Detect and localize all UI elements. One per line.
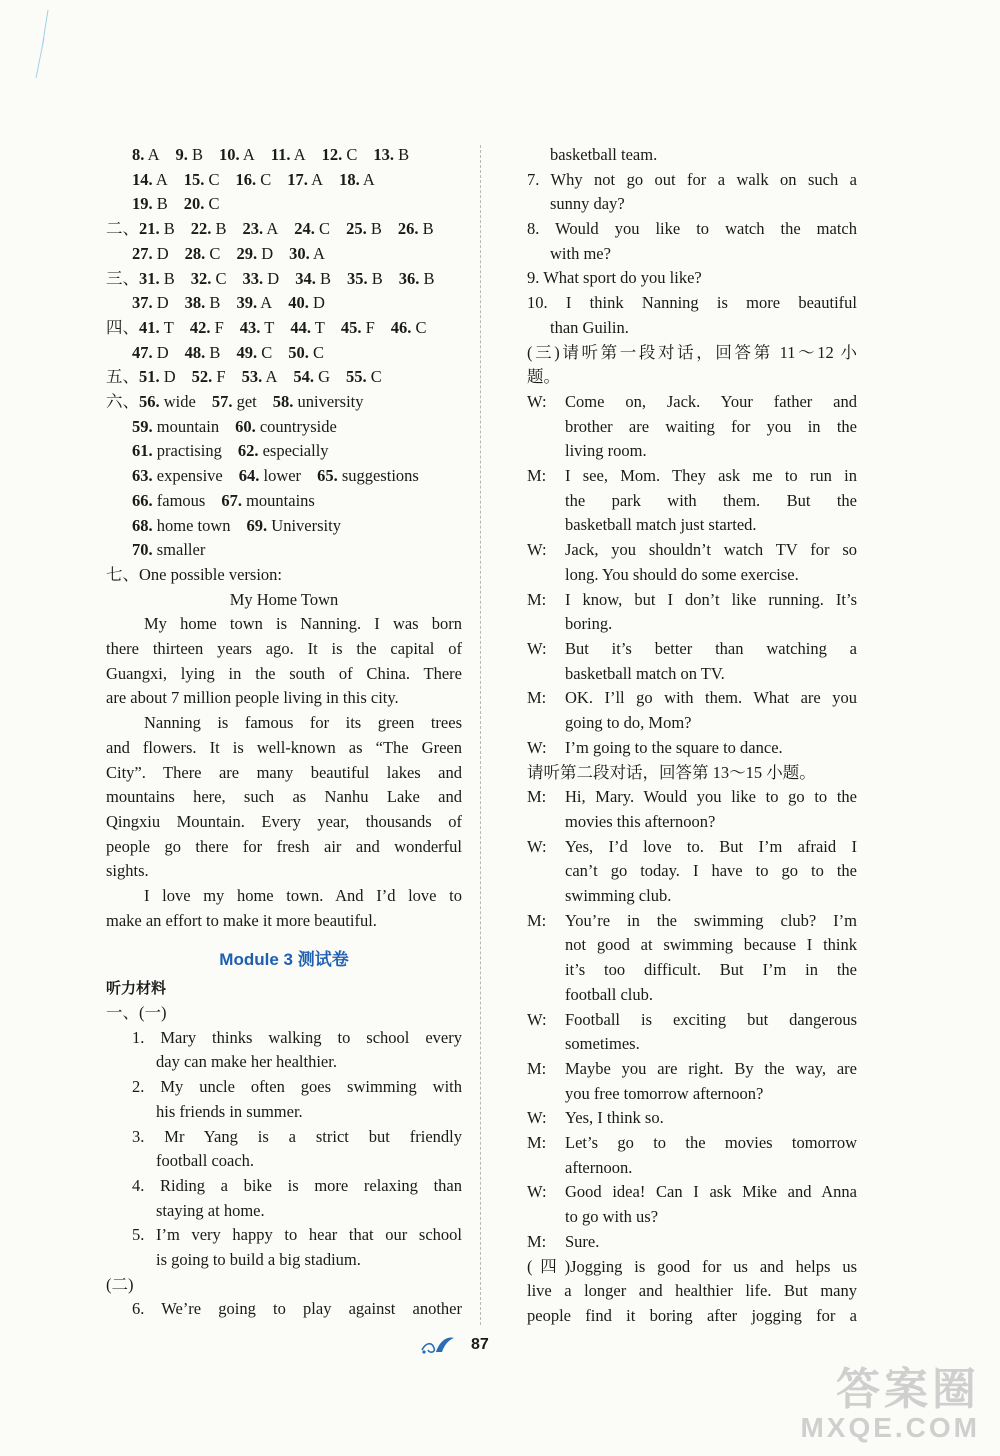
answer-item: 18. A bbox=[339, 169, 375, 189]
dialogue-line bbox=[527, 835, 857, 860]
dialogue-line bbox=[527, 390, 857, 415]
speaker-label: W: bbox=[527, 836, 547, 856]
dialogue-line bbox=[527, 513, 857, 538]
dialogue-text: brother are waiting for you in the bbox=[565, 416, 857, 436]
listening-item-line: 7. Why not go out for a walk on such a bbox=[527, 169, 857, 189]
answer-row bbox=[106, 242, 462, 267]
watermark-line1: 答案圈 bbox=[836, 1365, 980, 1414]
essay-line: are about 7 million people living in this city. bbox=[106, 688, 399, 708]
answer-row bbox=[106, 143, 462, 168]
speaker-label: W: bbox=[527, 1108, 547, 1128]
dialogue-line bbox=[527, 538, 857, 563]
dialogue-text: Maybe you are right. By the way, are bbox=[565, 1058, 857, 1078]
dialogue-line bbox=[527, 439, 857, 464]
answer-item: 35. B bbox=[346, 268, 383, 288]
answer-row bbox=[106, 365, 462, 390]
dialogue-text: football club. bbox=[565, 984, 653, 1004]
essay-intro: 七、One possible version: bbox=[106, 564, 282, 584]
listening-item-6: 6. We’re going to play against another bbox=[132, 1299, 462, 1319]
answer-item: 48. B bbox=[184, 342, 221, 362]
answer-item: 25. B bbox=[346, 219, 382, 239]
dialogue-line bbox=[527, 1008, 857, 1033]
dialogue-text: Come on, Jack. Your father and bbox=[565, 391, 857, 411]
answer-item: 54. G bbox=[293, 367, 331, 387]
dialogue-text: Sure. bbox=[565, 1231, 600, 1251]
essay-line: I love my home town. And I’d love to bbox=[144, 885, 462, 905]
answer-item: 53. A bbox=[241, 367, 278, 387]
speaker-label: M: bbox=[527, 1231, 547, 1251]
speaker-label bbox=[527, 1082, 565, 1107]
answer-item: 17. A bbox=[287, 169, 324, 189]
answer-item: 28. C bbox=[184, 243, 221, 263]
speaker-label: W: bbox=[527, 639, 547, 658]
dialogue-text: the park with them. But the bbox=[565, 490, 857, 510]
speaker-label: W: bbox=[527, 737, 547, 757]
answer-item: 六、56. wide bbox=[106, 392, 196, 412]
dialogue-text: basketball match on TV. bbox=[565, 663, 725, 683]
dialogue-text: You’re in the swimming club? I’m bbox=[565, 910, 857, 930]
answer-item: 16. C bbox=[235, 169, 272, 189]
dialogue-text: living room. bbox=[565, 441, 647, 461]
answer-item: 33. D bbox=[242, 268, 280, 288]
listening-item-line: football coach. bbox=[156, 1151, 255, 1171]
speaker-label bbox=[527, 415, 565, 440]
dialogue-text: Yes, I’d love to. But I’m afraid I bbox=[565, 836, 857, 856]
speaker-label bbox=[527, 513, 565, 538]
dialogue-line bbox=[527, 909, 857, 934]
answer-item: 二、21. B bbox=[106, 219, 175, 239]
answer-item: 四、41. T bbox=[106, 317, 174, 337]
answer-item: 65. suggestions bbox=[317, 466, 419, 486]
listening-item-line: 1. Mary thinks walking to school every bbox=[132, 1027, 462, 1047]
part1-heading: 一、(一) bbox=[106, 1003, 167, 1023]
answer-item: 39. A bbox=[236, 293, 273, 313]
dialogue-text: I know, but I don’t like running. It’s bbox=[565, 589, 857, 609]
answer-item: 38. B bbox=[184, 293, 221, 313]
answer-item: 10. A bbox=[219, 145, 255, 164]
dialogue-text: Let’s go to the movies tomorrow bbox=[565, 1133, 857, 1153]
answer-item: 20. C bbox=[183, 194, 220, 214]
answer-item: 55. C bbox=[346, 367, 382, 387]
dialogue-line bbox=[527, 1205, 857, 1230]
dialogue-line bbox=[527, 1180, 857, 1205]
part3b-heading: 请听第二段对话，回答第 13～15 小题。 bbox=[527, 762, 816, 782]
answer-item: 59. mountain bbox=[132, 416, 220, 436]
essay-line: Guangxi, lying in the south of China. There bbox=[106, 663, 462, 683]
listening-items-1-5 bbox=[106, 1026, 462, 1273]
essay-body bbox=[106, 612, 462, 933]
part4-passage bbox=[527, 1255, 857, 1329]
listening-item-line: sunny day? bbox=[550, 194, 625, 214]
answer-item: 22. B bbox=[190, 219, 227, 239]
essay-line: My home town is Nanning. I was born bbox=[144, 614, 462, 634]
speaker-label: M: bbox=[527, 688, 547, 708]
dialogue-text: Jack, you shouldn’t watch TV for so bbox=[565, 540, 857, 560]
listening-item-line: his friends in summer. bbox=[156, 1101, 303, 1121]
listening-item-line: staying at home. bbox=[156, 1200, 265, 1220]
speaker-label: W: bbox=[527, 1182, 547, 1202]
item6-continuation: basketball team. bbox=[550, 145, 658, 164]
answer-row bbox=[106, 291, 462, 316]
answer-row bbox=[106, 168, 462, 193]
speaker-label bbox=[527, 1032, 565, 1057]
dialogue-line bbox=[527, 1131, 857, 1156]
passage-line: live a longer and healthier life. But many bbox=[527, 1281, 857, 1301]
speaker-label: M: bbox=[527, 589, 547, 609]
answer-item: 57. get bbox=[211, 392, 257, 412]
dialogue-line bbox=[527, 711, 857, 736]
answer-item: 49. C bbox=[236, 342, 273, 362]
answer-item: 43. T bbox=[239, 317, 275, 337]
listening-item-line: day can make her healthier. bbox=[156, 1052, 337, 1072]
dialogue-line bbox=[527, 884, 857, 909]
margin-scratch-mark bbox=[18, 8, 58, 98]
answer-item: 36. B bbox=[398, 268, 435, 288]
dialogue-line bbox=[527, 1230, 857, 1255]
speaker-label bbox=[527, 662, 565, 687]
answer-item: 23. A bbox=[242, 219, 279, 239]
dialogue-text: boring. bbox=[565, 614, 613, 634]
answer-item: 50. C bbox=[288, 342, 324, 362]
answer-item: 40. D bbox=[288, 293, 325, 313]
answer-row bbox=[106, 192, 462, 217]
answer-item: 19. B bbox=[132, 194, 168, 214]
dialogue-line bbox=[527, 859, 857, 884]
answer-item: 29. D bbox=[236, 243, 274, 263]
dialogue-text: sometimes. bbox=[565, 1034, 640, 1054]
essay-line: mountains here, such as Nanhu Lake and bbox=[106, 787, 462, 807]
answer-item: 27. D bbox=[132, 243, 169, 263]
dialogue-text: long. You should do some exercise. bbox=[565, 564, 799, 584]
answer-item: 26. B bbox=[397, 219, 434, 239]
dialogue-line bbox=[527, 489, 857, 514]
dialogue-text: OK. I’ll go with them. What are you bbox=[565, 688, 857, 708]
part2-heading: (二) bbox=[106, 1274, 134, 1294]
dialogue-text: it’s too difficult. But I’m in the bbox=[565, 960, 857, 980]
listening-heading: 听力材料 bbox=[106, 979, 167, 998]
dialogue-line bbox=[527, 1032, 857, 1057]
speaker-label: M: bbox=[527, 1058, 547, 1078]
column-divider bbox=[480, 145, 481, 1325]
speaker-label bbox=[527, 563, 565, 588]
listening-item-line: with me? bbox=[550, 243, 611, 263]
listening-item-line: than Guilin. bbox=[550, 317, 629, 337]
dialogue-line bbox=[527, 983, 857, 1008]
dialogue-text: not good at swimming because I think bbox=[565, 935, 857, 955]
dialogue-line bbox=[527, 933, 857, 958]
answer-item: 70. smaller bbox=[132, 540, 206, 560]
answer-item: 45. F bbox=[340, 317, 375, 337]
speaker-label bbox=[527, 489, 565, 514]
listening-item-line: 8. Would you like to watch the match bbox=[527, 219, 857, 239]
speaker-label: M: bbox=[527, 910, 547, 930]
answer-row bbox=[106, 415, 462, 440]
dialogue-text: Yes, I think so. bbox=[565, 1108, 664, 1128]
left-column bbox=[106, 143, 462, 1322]
answer-row bbox=[106, 489, 462, 514]
answer-item: 67. mountains bbox=[221, 490, 315, 510]
dialogue-text: basketball match just started. bbox=[565, 515, 757, 535]
answer-key bbox=[106, 143, 462, 563]
answer-item: 64. lower bbox=[238, 466, 302, 486]
dialogue-line bbox=[527, 563, 857, 588]
answer-item: 47. D bbox=[132, 342, 169, 362]
dialogue-line bbox=[527, 1156, 857, 1181]
speaker-label bbox=[527, 983, 565, 1008]
dialogue-text: you free tomorrow afternoon? bbox=[565, 1083, 764, 1103]
dialogue-text: can’t go today. I have to go to the bbox=[565, 861, 857, 881]
answer-item: 68. home town bbox=[132, 515, 231, 535]
answer-row bbox=[106, 316, 462, 341]
essay-line: make an effort to make it more beautiful. bbox=[106, 910, 377, 930]
listening-items-7-10 bbox=[527, 168, 857, 341]
essay-line: City”. There are many beautiful lakes and bbox=[106, 762, 462, 782]
speaker-label bbox=[527, 810, 565, 835]
answer-item: 69. University bbox=[246, 515, 341, 535]
listening-item-line: 4. Riding a bike is more relaxing than bbox=[132, 1175, 462, 1195]
answer-item: 34. B bbox=[295, 268, 331, 288]
answer-row bbox=[106, 439, 462, 464]
answer-item: 8. A bbox=[132, 145, 160, 164]
dialogue-line bbox=[527, 785, 857, 810]
answer-row bbox=[106, 217, 462, 242]
answer-item: 三、31. B bbox=[106, 268, 175, 288]
listening-item-line: 2. My uncle often goes swimming with bbox=[132, 1077, 462, 1097]
answer-item: 30. A bbox=[289, 243, 325, 263]
answer-item: 66. famous bbox=[132, 490, 206, 510]
essay-line: people go there for fresh air and wonderful bbox=[106, 836, 462, 856]
dialogue-line bbox=[527, 662, 857, 687]
speaker-label bbox=[527, 439, 565, 464]
answer-item: 11. A bbox=[270, 145, 306, 164]
dialogue-line bbox=[527, 686, 857, 711]
listening-item-line: 5. I’m very happy to hear that our school bbox=[132, 1225, 462, 1245]
answer-item: 62. especially bbox=[237, 441, 329, 461]
speaker-label: M: bbox=[527, 1133, 547, 1153]
speaker-label bbox=[527, 1205, 565, 1230]
speaker-label bbox=[527, 612, 565, 637]
speaker-label: M: bbox=[527, 787, 547, 807]
essay-line: there thirteen years ago. It is the capital of bbox=[106, 639, 462, 659]
dialogue-text: going to do, Mom? bbox=[565, 713, 692, 733]
essay-line: Qingxiu Mountain. Every year, thousands of bbox=[106, 811, 462, 831]
dialogue-1 bbox=[527, 390, 857, 761]
speaker-label bbox=[527, 933, 565, 958]
part3-heading-cont: 题。 bbox=[527, 367, 560, 387]
answer-item: 44. T bbox=[290, 317, 325, 337]
speaker-label bbox=[527, 958, 565, 983]
answer-item: 13. B bbox=[373, 145, 410, 164]
speaker-label bbox=[527, 859, 565, 884]
watermark bbox=[800, 1365, 980, 1443]
dialogue-line bbox=[527, 958, 857, 983]
answer-item: 12. C bbox=[321, 145, 358, 164]
dialogue-line bbox=[527, 464, 857, 489]
essay-line: Nanning is famous for its green trees bbox=[144, 713, 462, 733]
dialogue-line bbox=[527, 1082, 857, 1107]
part3-heading: (三)请听第一段对话，回答第 11～12 小 bbox=[527, 342, 857, 362]
answer-item: 32. C bbox=[190, 268, 227, 288]
speaker-label bbox=[527, 711, 565, 736]
dialogue-line bbox=[527, 1057, 857, 1082]
dialogue-text: But it’s better than watching a bbox=[565, 639, 857, 658]
answer-item: 61. practising bbox=[132, 441, 222, 461]
dialogue-line bbox=[527, 612, 857, 637]
essay-line: and flowers. It is well-known as “The Green bbox=[106, 737, 462, 757]
dialogue-line bbox=[527, 1106, 857, 1131]
listening-item-line: 3. Mr Yang is a strict but friendly bbox=[132, 1126, 462, 1146]
answer-item: 37. D bbox=[132, 293, 169, 313]
answer-item: 58. university bbox=[272, 392, 364, 412]
dialogue-line bbox=[527, 736, 857, 761]
dialogue-line bbox=[527, 415, 857, 440]
answer-item: 9. B bbox=[175, 145, 204, 164]
answer-row bbox=[106, 341, 462, 366]
dialogue-line bbox=[527, 588, 857, 613]
passage-line: people find it boring after jogging for a bbox=[527, 1305, 857, 1325]
speaker-label: W: bbox=[527, 391, 547, 411]
answer-item: 46. C bbox=[390, 317, 427, 337]
dialogue-text: to go with us? bbox=[565, 1207, 659, 1227]
passage-line: (四)Jogging is good for us and helps us bbox=[527, 1256, 857, 1276]
answer-item: 52. F bbox=[191, 367, 226, 387]
speaker-label: W: bbox=[527, 1009, 547, 1029]
watermark-line2: MXQE.COM bbox=[800, 1412, 980, 1443]
answer-item: 60. countryside bbox=[235, 416, 337, 436]
dialogue-text: Good idea! Can I ask Mike and Anna bbox=[565, 1182, 857, 1202]
answer-row bbox=[106, 390, 462, 415]
speaker-label bbox=[527, 884, 565, 909]
answer-item: 15. C bbox=[183, 169, 220, 189]
listening-item-line: 9. What sport do you like? bbox=[527, 268, 702, 288]
module-title: Module 3 测试卷 bbox=[219, 950, 349, 970]
dialogue-text: Hi, Mary. Would you like to go to the bbox=[565, 787, 857, 807]
essay-line: sights. bbox=[106, 861, 149, 881]
answer-row bbox=[106, 464, 462, 489]
answer-item: 42. F bbox=[189, 317, 224, 337]
dialogue-line bbox=[527, 810, 857, 835]
answer-row bbox=[106, 267, 462, 292]
right-column bbox=[527, 143, 857, 1329]
dialogue-text: I’m going to the square to dance. bbox=[565, 737, 783, 757]
answer-item: 14. A bbox=[132, 169, 168, 189]
dialogue-text: Football is exciting but dangerous bbox=[565, 1009, 857, 1029]
dialogue-text: swimming club. bbox=[565, 886, 672, 906]
essay-title: My Home Town bbox=[229, 589, 339, 609]
bird-flourish-icon bbox=[418, 1332, 458, 1356]
answer-row bbox=[106, 514, 462, 539]
dialogue-text: I see, Mom. They ask me to run in bbox=[565, 466, 857, 486]
page-number: 87 bbox=[471, 1336, 489, 1353]
answer-item: 63. expensive bbox=[132, 466, 223, 486]
answer-item: 五、51. D bbox=[106, 367, 176, 387]
listening-item-line: 10. I think Nanning is more beautiful bbox=[527, 293, 857, 313]
speaker-label bbox=[527, 1156, 565, 1181]
dialogue-text: movies this afternoon? bbox=[565, 811, 716, 831]
speaker-label: M: bbox=[527, 466, 547, 486]
dialogue-2 bbox=[527, 785, 857, 1254]
dialogue-text: afternoon. bbox=[565, 1157, 633, 1177]
answer-row bbox=[106, 538, 462, 563]
listening-item-line: is going to build a big stadium. bbox=[156, 1250, 361, 1269]
answer-item: 24. C bbox=[294, 219, 331, 239]
speaker-label: W: bbox=[527, 540, 547, 560]
dialogue-line bbox=[527, 637, 857, 662]
